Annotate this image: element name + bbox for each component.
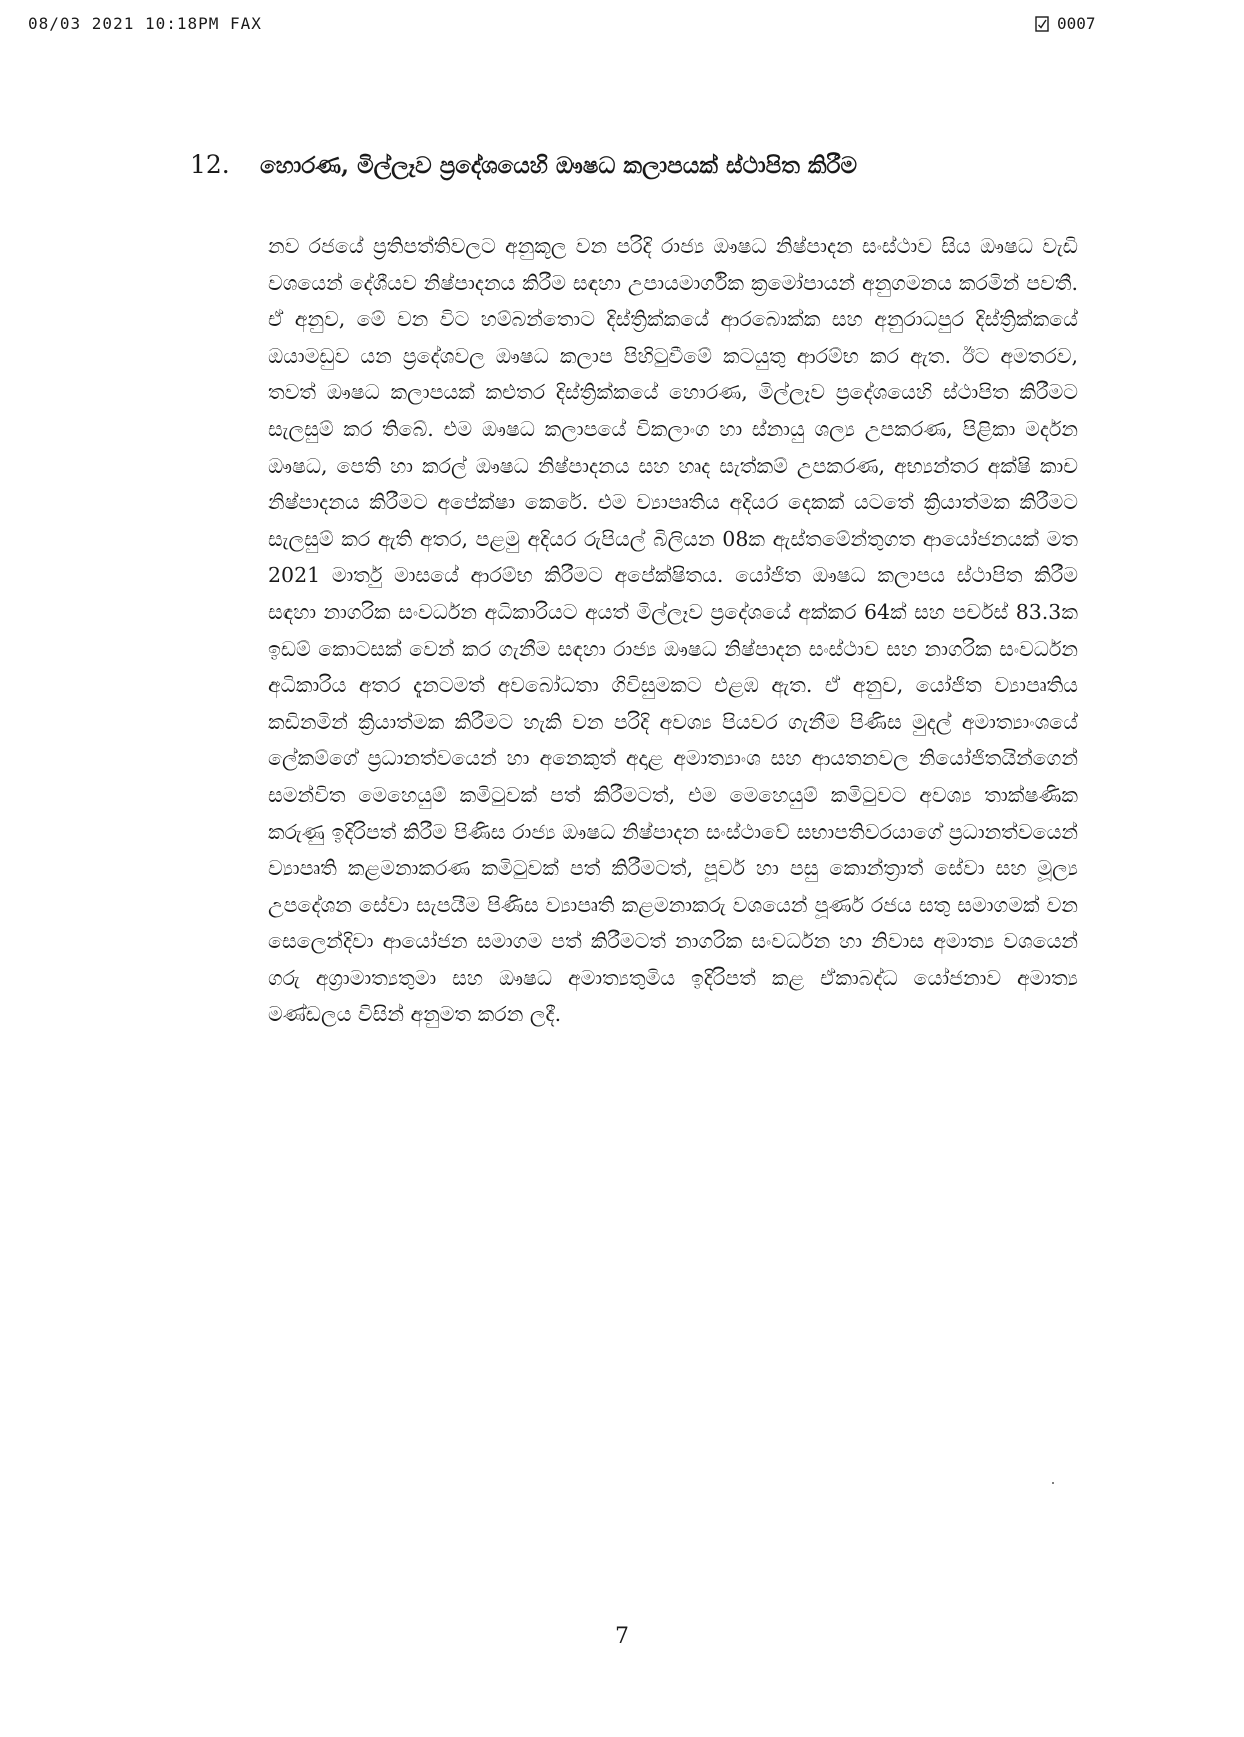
section-body: නව රජයේ ප්‍රතිපත්තිවලට අනුකූල වන පරිදි රාජ්‍ය ඖෂධ නිෂ්පාදන සංස්ථාව සිය ඖෂධ වැඩි වශයෙන් දේශීයව නිෂ්පාදනය කිරීම සඳහා උපායමාර්ගික ක්‍රමෝපායන් අනුගමනය කරමින් පවතී. ඒ අනුව, මේ වන විට හම්බන්තොට දිස්ත්‍රික්කයේ ආරබොක්ක සහ අනුරාධපුර දිස්ත්‍රික්කයේ ඔයාමඩුව යන ප්‍රදේශවල ඖෂධ කලාප පිහිටුවීමේ කටයුතු ආරම්භ කර ඇත. ඊට අමතරව, තවත් ඖෂධ කලාපයක් කළුතර දිස්ත්‍රික්කයේ හොරණ, මිල්ලෑව ප්‍රදේශයෙහි ස්ථාපිත කිරීමට සැලසුම් කර තිබේ. එම ඖෂධ කලාපයේ විකලාංග හා ස්නායු ශල්‍ය උපකරණ, පිළිකා මර්දන ඖෂධ, පෙති හා කරල් ඖෂධ නිෂ්පාදනය සහ හෘද සැත්කම් උපකරණ, අභ්‍යන්තර අක්ෂි කාච නිෂ්පාදනය කිරීමට අපේක්ෂා කෙරේ. එම ව්‍යාපෘතිය අදියර දෙකක් යටතේ ක්‍රියාත්මක කිරීමට සැලසුම් කර ඇති අතර, පළමු අදියර රුපියල් බිලියන 08ක ඇස්තමේන්තුගත ආයෝජනයක් මත 2021 මාර්තු මාසයේ ආරම්භ කිරීමට අපේක්ෂිතය. යෝජිත ඖෂධ කලාපය ස්ථාපිත කිරීම සඳහා නාගරික සංවර්ධන අධිකාරියට අයත් මිල්ලෑව ප්‍රදේශයේ අක්කර 64ක් සහ පර්චස් 83.3ක ඉඩම් කොටසක් වෙන් කර ගැනීම සඳහා රාජ්‍ය ඖෂධ නිෂ්පාදන සංස්ථාව සහ නාගරික සංවර්ධන අධිකාරිය අතර දැනටමත් අවබෝධතා ගිවිසුමකට එළඹ ඇත. ඒ අනුව, යෝජිත ව්‍යාපෘතිය කඩිනමින් ක්‍රියාත්මක කිරීමට හැකි වන පරිදි අවශ්‍ය පියවර ගැනීම පිණිස මුදල් අමාත්‍යාංශයේ ලේකම්ගේ ප්‍රධානත්වයෙන් හා අනෙකුත් අදාළ අමාත්‍යාංශ සහ ආයතනවල නියෝජිතයින්ගෙන් සමන්විත මෙහෙයුම් කමිටුවක් පත් කිරීමටත්, එම මෙහෙයුම් කමිටුවට අවශ්‍ය තාක්ෂණික කරුණු ඉදිරිපත් කිරීම පිණිස රාජ්‍ය ඖෂධ නිෂ්පාදන සංස්ථාවේ සභාපතිවරයාගේ ප්‍රධානත්වයෙන් ව්‍යාපෘති කළමනාකරණ කමිටුවක් පත් කිරීමටත්, පූර්ව හා පසු කොන්ත්‍රාත් සේවා සහ මූල්‍ය උපදේශන සේවා සැපයීම පිණිස ව්‍යාපෘති කළමනාකරු වශයෙන් පූර්ණ රජය සතු සමාගමක් වන සෙලෙන්දිවා ආයෝජන සමාගම පත් කිරීමටත් නාගරික සංවර්ධන හා නිවාස අමාත්‍ය වශයෙන් ගරු අග්‍රාමාත්‍යතුමා සහ ඖෂධ අමාත්‍යතුමිය ඉදිරිපත් කළ ඒකාබද්ධ යෝජනාව අමාත්‍ය මණ්ඩලය විසින් අනුමත කරන ලදී. bbox=[268, 234, 1078, 1027]
section-title: හොරණ, මිල්ලෑව ප්‍රදේශයෙහි ඖෂධ කලාපයක් ස්ථාපිත කිරීම bbox=[260, 152, 858, 179]
fax-header bbox=[0, 10, 1244, 40]
section-heading bbox=[190, 150, 1090, 179]
page-number: 7 bbox=[615, 1624, 629, 1649]
scan-speck bbox=[1052, 1482, 1054, 1484]
fax-datetime: 08/03 2021 10:18PM FAX bbox=[28, 14, 262, 33]
section-number: 12. bbox=[190, 150, 230, 179]
fax-page-indicator bbox=[1035, 14, 1096, 33]
fax-page-code: 0007 bbox=[1057, 14, 1096, 33]
fax-page-icon bbox=[1035, 16, 1049, 32]
